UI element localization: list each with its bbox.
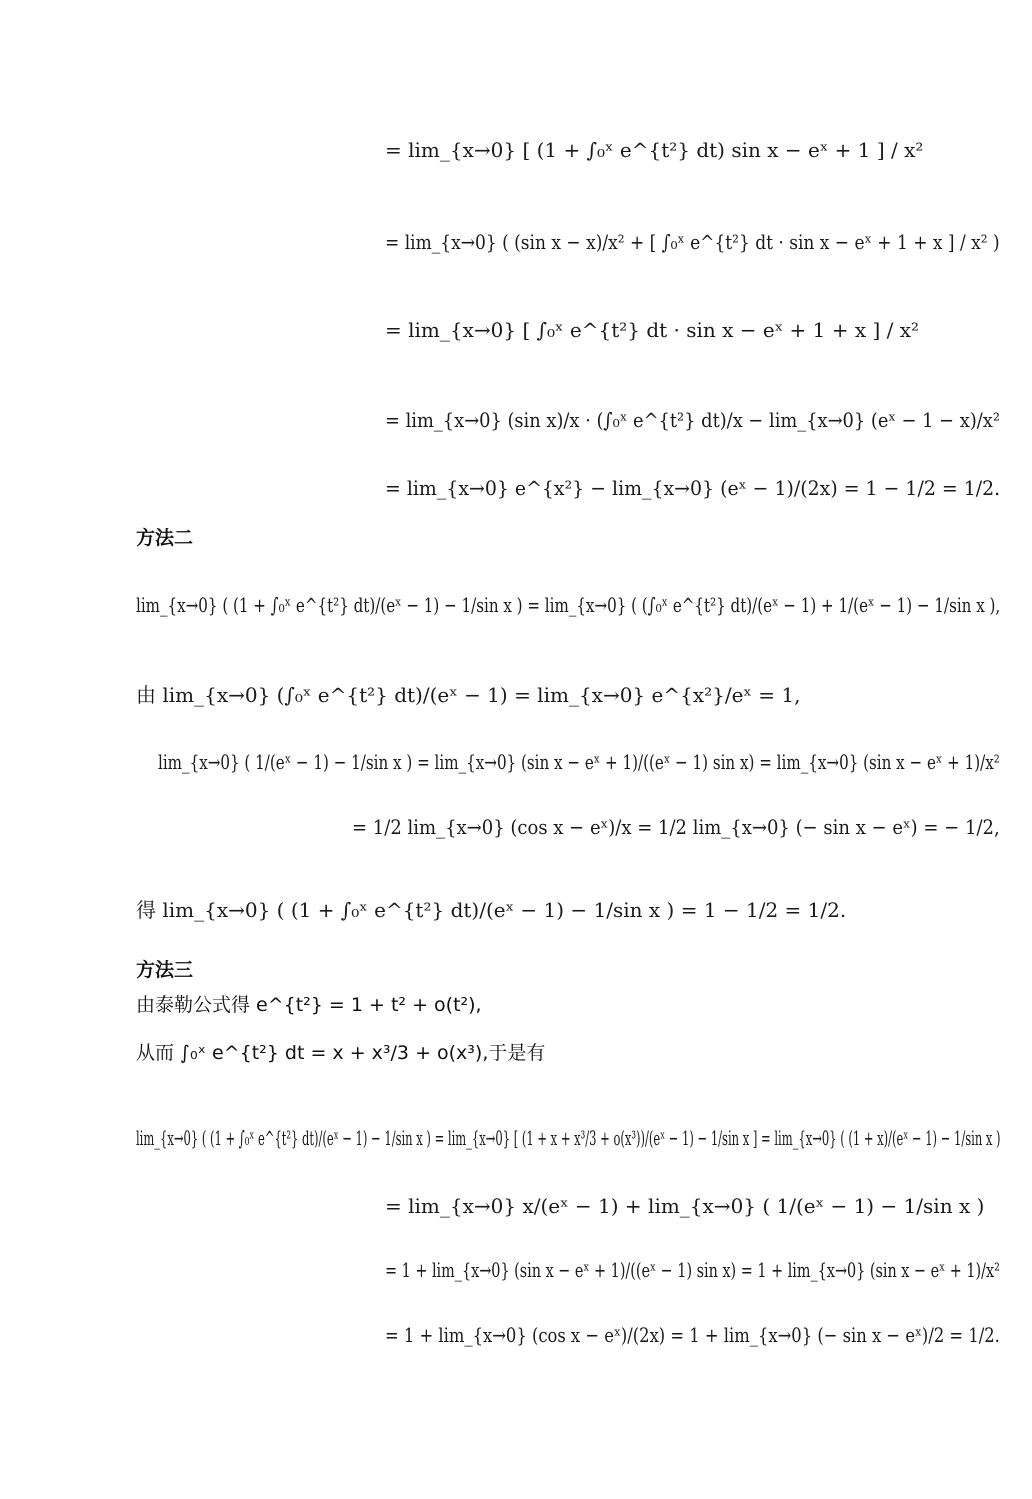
equation-line: 由 lim_{x→0} (∫₀ˣ e^{t²} dt)/(eˣ − 1) = lim_{x→0} e^{x²}/eˣ = 1, bbox=[136, 683, 801, 707]
equation-line: = 1 + lim_{x→0} (sin x − eˣ + 1)/((eˣ − 1) sin x) = 1 + lim_{x→0} (sin x − eˣ + 1)/x² bbox=[385, 1258, 1000, 1282]
equation-line: lim_{x→0} ( (1 + ∫₀ˣ e^{t²} dt)/(eˣ − 1) − 1/sin x ) = lim_{x→0} ( (∫₀ˣ e^{t²} dt)/(eˣ − 1) + 1/(eˣ − 1) − 1/sin x ), bbox=[136, 593, 1001, 617]
equation-line: = lim_{x→0} [ ∫₀ˣ e^{t²} dt · sin x − eˣ + 1 + x ] / x² bbox=[385, 318, 920, 342]
section-heading: 方法二 bbox=[136, 527, 194, 549]
equation-line: = lim_{x→0} ( (sin x − x)/x² + [ ∫₀ˣ e^{t²} dt · sin x − eˣ + 1 + x ] / x² ) bbox=[385, 230, 1000, 254]
equation-line: lim_{x→0} ( 1/(eˣ − 1) − 1/sin x ) = lim_{x→0} (sin x − eˣ + 1)/((eˣ − 1) sin x) = lim_{x→0} (sin x − eˣ + 1)/x² bbox=[158, 750, 1000, 774]
equation-line: = lim_{x→0} (sin x)/x · (∫₀ˣ e^{t²} dt)/x − lim_{x→0} (eˣ − 1 − x)/x² bbox=[385, 408, 1000, 432]
section-heading: 方法三 bbox=[136, 959, 194, 981]
equation-line: lim_{x→0} ( (1 + ∫₀ˣ e^{t²} dt)/(eˣ − 1) − 1/sin x ) = lim_{x→0} [ (1 + x + x³/3 + o(x³))/(eˣ − 1) − 1/sin x ] = lim_{x→0} ( (1 + x)/(eˣ − 1) − 1/sin x ) bbox=[136, 1126, 1001, 1150]
equation-line: = 1/2 lim_{x→0} (cos x − eˣ)/x = 1/2 lim_{x→0} (− sin x − eˣ) = − 1/2, bbox=[352, 815, 1000, 839]
text-line: 由泰勒公式得 e^{t²} = 1 + t² + o(t²), bbox=[136, 994, 482, 1016]
equation-line: = 1 + lim_{x→0} (cos x − eˣ)/(2x) = 1 + lim_{x→0} (− sin x − eˣ)/2 = 1/2. bbox=[385, 1323, 1000, 1347]
text-line: 从而 ∫₀ˣ e^{t²} dt = x + x³/3 + o(x³),于是有 bbox=[136, 1042, 546, 1064]
equation-line: = lim_{x→0} [ (1 + ∫₀ˣ e^{t²} dt) sin x − eˣ + 1 ] / x² bbox=[385, 138, 924, 162]
equation-line: 得 lim_{x→0} ( (1 + ∫₀ˣ e^{t²} dt)/(eˣ − 1) − 1/sin x ) = 1 − 1/2 = 1/2. bbox=[136, 898, 847, 922]
equation-line: = lim_{x→0} e^{x²} − lim_{x→0} (eˣ − 1)/(2x) = 1 − 1/2 = 1/2. bbox=[385, 476, 1001, 500]
equation-line: = lim_{x→0} x/(eˣ − 1) + lim_{x→0} ( 1/(eˣ − 1) − 1/sin x ) bbox=[385, 1194, 985, 1218]
